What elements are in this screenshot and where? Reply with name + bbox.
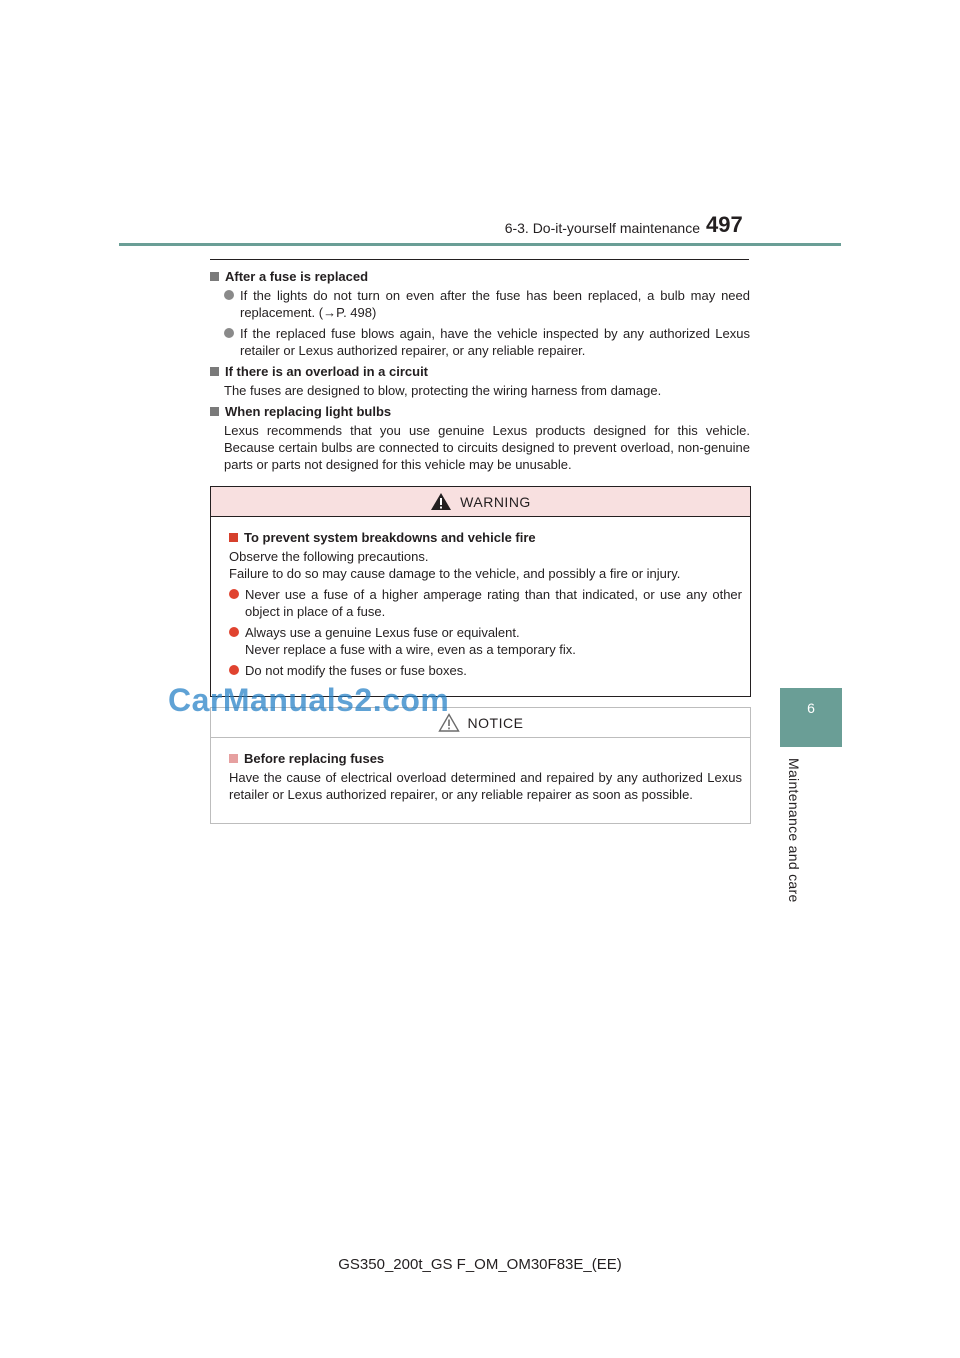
warning-body: [211, 517, 750, 679]
warning-intro: [229, 548, 742, 582]
notice-text: Have the cause of electrical overload determined and repaired by any authorized Lexus retailer or Lexus authorized repairer, or any reliable repairer as soon as possible.: [229, 770, 742, 802]
chapter-number: 6: [807, 700, 815, 716]
list-item: [229, 624, 742, 658]
list-item: [229, 662, 742, 679]
list-item: [224, 325, 750, 359]
list-item: [229, 586, 742, 620]
circle-bullet-icon: [224, 290, 234, 300]
warning-triangle-icon: [430, 492, 452, 511]
bullet-text: Do not modify the fuses or fuse boxes.: [245, 663, 467, 678]
bullet-text: Never use a fuse of a higher amperage rating than that indicated, or use any other object in place of a fuse.: [245, 587, 742, 619]
notice-heading: [229, 750, 742, 767]
section-light-bulbs: [210, 403, 750, 473]
section-overload: [210, 363, 750, 399]
chapter-label: Maintenance and care: [786, 758, 802, 903]
content-rule: [210, 259, 749, 260]
section-heading: [210, 268, 750, 285]
main-content: [210, 268, 750, 477]
heading-text: Before replacing fuses: [244, 751, 385, 766]
square-bullet-icon: [210, 407, 219, 416]
watermark: CarManuals2.com: [168, 682, 450, 718]
circle-bullet-icon: [224, 328, 234, 338]
chapter-tab: [780, 688, 842, 747]
circle-bullet-icon: [229, 665, 239, 675]
section-heading: [210, 403, 750, 420]
square-bullet-icon: [229, 754, 238, 763]
notice-label: NOTICE: [467, 714, 524, 731]
header-rule: [119, 243, 841, 246]
intro-line: Failure to do so may cause damage to the vehicle, and possibly a fire or injury.: [229, 566, 681, 581]
notice-box: [210, 707, 751, 824]
warning-heading: [229, 529, 742, 546]
section-paragraph: The fuses are designed to blow, protecting the wiring harness from damage.: [224, 383, 662, 398]
bullet-line: Always use a genuine Lexus fuse or equivalent.: [245, 625, 520, 640]
section-heading: [210, 363, 750, 380]
page-number: 497: [706, 212, 743, 237]
document-code: GS350_200t_GS F_OM_OM30F83E_(EE): [338, 1256, 622, 1273]
square-bullet-icon: [210, 367, 219, 376]
notice-body: [211, 738, 750, 803]
warning-header: [211, 487, 750, 517]
bullet-line: Never replace a fuse with a wire, even as a temporary fix.: [245, 642, 576, 657]
warning-box: [210, 486, 751, 697]
bullet-text: If the replaced fuse blows again, have the vehicle inspected by any authorized Lexus retailer or Lexus authorized repairer, or any reliable repairer.: [240, 326, 750, 358]
heading-text: To prevent system breakdowns and vehicle fire: [244, 530, 536, 545]
heading-text: After a fuse is replaced: [225, 269, 369, 284]
section-after-fuse-replaced: [210, 268, 750, 359]
section-paragraph: Lexus recommends that you use genuine Lexus products designed for this vehicle. Because certain bulbs are connected to circuits designed to prevent overload, non-genuine parts or parts not designed for this vehicle may be unusable.: [224, 423, 750, 472]
circle-bullet-icon: [229, 627, 239, 637]
intro-line: Observe the following precautions.: [229, 549, 429, 564]
section-title: 6-3. Do-it-yourself maintenance: [504, 220, 700, 236]
heading-text: When replacing light bulbs: [225, 404, 392, 419]
bullet-text: [245, 624, 742, 658]
circle-bullet-icon: [229, 589, 239, 599]
square-bullet-icon: [210, 272, 219, 281]
square-bullet-icon: [229, 533, 238, 542]
heading-text: If there is an overload in a circuit: [225, 364, 429, 379]
list-item: [224, 287, 750, 321]
bullet-text: If the lights do not turn on even after the fuse has been replaced, a bulb may need replacement. (→P. 498): [240, 288, 750, 320]
warning-label: WARNING: [460, 493, 531, 510]
